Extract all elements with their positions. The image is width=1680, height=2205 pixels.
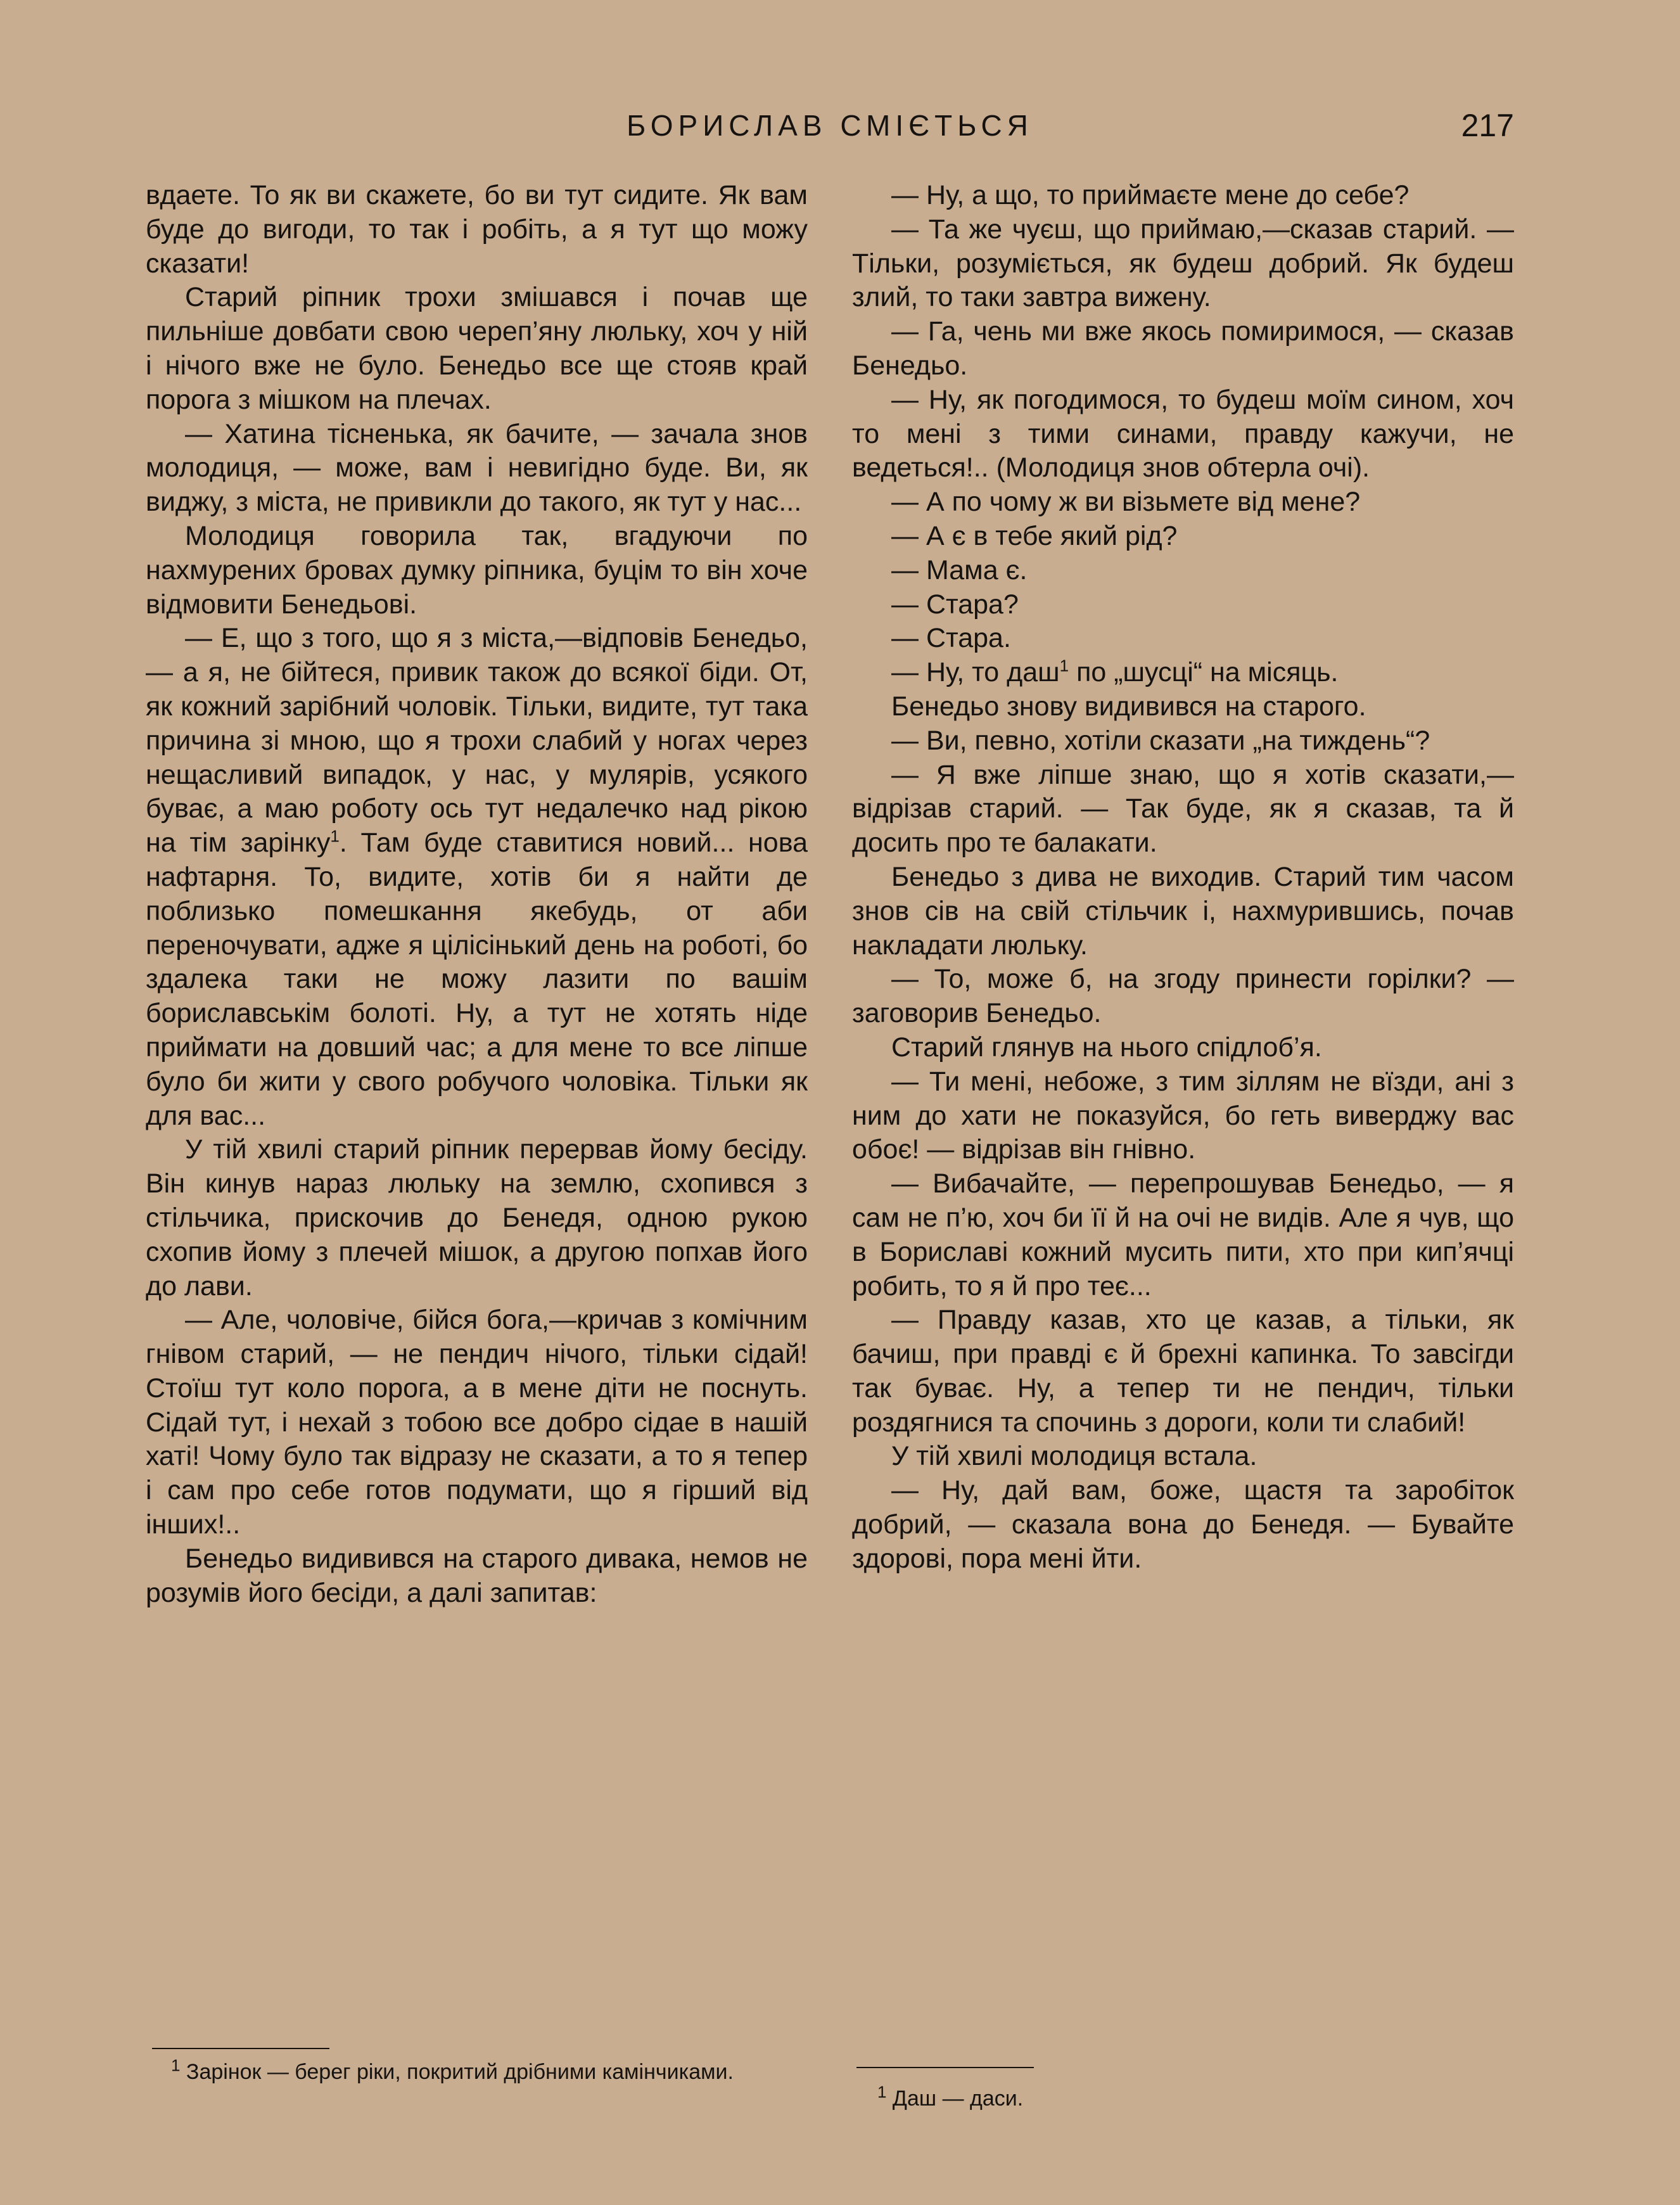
paragraph: — Ну, дай вам, боже, щастя та заробіток добрий, — сказала вона до Бенедя. — Бувайте здорові, пора мені йти. — [852, 1475, 1514, 1574]
paragraph: — Але, чоловіче, бійся бога,—кричав з комічним гнівом старий, — не пендич нічого, тільки сідай! Стоїш тут коло порога, а в мене діти не поснуть. Сідай тут, і нехай з тобою все добро сідае в нашій хаті! Чому було так відразу не сказати, а то я тепер і сам про себе готов подумати, що я гірший від інших!.. — [146, 1305, 808, 1540]
paragraph: — Ну, як погодимося, то будеш моїм сином, хоч то мені з тими синами, правду кажучи, не ведеться!.. (Молодиця знов обтерла очі). — [852, 384, 1514, 483]
paragraph: — А є в тебе який рід? — [891, 520, 1178, 551]
footnote-marker: 1 — [877, 2082, 887, 2102]
footnote-left — [146, 2055, 808, 2086]
paragraph-text: — Е, що з того, що я з міста,—відповів Бенедьо, — а я, не бійтеся, привик також до всякої біди. От, як кожний зарібний чоловік. Тільки, видите, тут така причина зі мною, що я трохи слабий у ногах через нещасливий випадок, у нас, у мулярів, усякого буває, а маю роботу ось тут недалечко над рікою на тім зарінку — [146, 623, 808, 859]
paragraph-with-footnote — [852, 656, 1514, 690]
page-header — [146, 106, 1514, 144]
footnote-divider — [152, 2048, 329, 2049]
left-column — [146, 179, 808, 1610]
paragraph: Старий глянув на нього спідлоб’я. — [891, 1032, 1322, 1063]
paragraph: — Ти мені, небоже, з тим зіллям не вїзди, ані з ним до хати не показуйся, бо геть виверджу вас обоє! — відрізав він гнівно. — [852, 1066, 1514, 1165]
paragraph-text: по „шусці“ на місяць. — [1069, 657, 1339, 688]
page-number: 217 — [1461, 108, 1514, 143]
footnote-marker: 1 — [171, 2055, 181, 2075]
paragraph: — Хатина тісненька, як бачите, — зачала знов молодиця, — може, вам і невигідно буде. Ви, як виджу, з міста, не привикли до такого, як тут у нас... — [146, 418, 808, 518]
paragraph: — То, може б, на згоду принести горілки? — заговорив Бенедьо. — [852, 964, 1514, 1029]
paragraph: Молодиця говорила так, вгадуючи по нахмурених бровах думку ріпника, буцім то він хоче відмовити Бенедьові. — [146, 520, 808, 620]
right-column — [852, 179, 1514, 1576]
paragraph-with-footnote — [146, 622, 808, 1133]
paragraph-text: — Ну, то даш — [891, 657, 1060, 688]
paragraph: Старий ріпник трохи змішався і почав ще пильніше довбати свою череп’яну люльку, хоч у ній і нічого вже не було. Бенедьо все ще стояв край порога з мішком на плечах. — [146, 282, 808, 415]
paragraph: — Ви, певно, хотіли сказати „на тиждень“? — [891, 725, 1430, 756]
paragraph: вдаете. То як ви скажете, бо ви тут сидите. Як вам буде до вигоди, то так і робіть, а я тут що можу сказати! — [146, 180, 808, 279]
footnote-marker: 1 — [1059, 656, 1069, 675]
paragraph: Бенедьо видивився на старого дивака, немов не розумів його бесіди, а далі запитав: — [146, 1543, 808, 1608]
paragraph: — Правду казав, хто це казав, а тільки, як бачиш, при правді є й брехні капинка. То завсігди так буває. Ну, а тепер ти не пендич, тільки роздягнися та спочинь з дороги, коли ти слабий! — [852, 1305, 1514, 1438]
paragraph: У тій хвилі старий ріпник перервав йому бесіду. Він кинув нараз люльку на землю, схопився з стільчика, прискочив до Бенедя, одною рукою схопив йому з плечей мішок, а другою попхав його до лави. — [146, 1134, 808, 1301]
paragraph: — Мама є. — [891, 554, 1028, 585]
paragraph: У тій хвилі молодиця встала. — [891, 1441, 1257, 1472]
running-title: БОРИСЛАВ СМІЄТЬСЯ — [627, 109, 1033, 142]
paragraph: — Та же чуєш, що приймаю,—сказав старий. — Тільки, розуміється, як будеш добрий. Як будеш злий, то таки завтра вижену. — [852, 214, 1514, 313]
paragraph: Бенедьо знову видивився на старого. — [891, 691, 1366, 722]
paragraph: — Га, чень ми вже якось помиримося, — сказав Бенедьо. — [852, 316, 1514, 381]
footnote-marker: 1 — [330, 826, 340, 846]
paragraph-text: . Там буде ставитися новий... нова нафтарня. То, — [146, 828, 808, 892]
paragraph: Бенедьо з дива не виходив. Старий тим часом знов сів на свій стільчик і, нахмурившись, почав накладати люльку. — [852, 861, 1514, 961]
footnote-divider — [856, 2067, 1034, 2068]
paragraph: — Ну, а що, то приймаєте мене до себе? — [891, 180, 1410, 210]
paragraph: — Стара? — [891, 589, 1019, 620]
paragraph-text: видите, хотів би я найти де поблизько помешкання якебудь, от аби переночувати, адже я цілісінький день на роботі, бо здалека таки не можу лазити по вашім бориславськім болоті. Ну, а тут не хотять ніде приймати на довший час; а для мене то все ліпше було би жити у свого робучого чоловіка. Тільки як для вас... — [146, 861, 808, 1131]
footnote-text: Зарінок — берег ріки, покритий дрібними камінчиками. — [186, 2060, 734, 2084]
paragraph: — Стара. — [891, 623, 1011, 654]
paragraph: — Я вже ліпше знаю, що я хотів сказати,—відрізав старий. — Так буде, як я сказав, та й досить про те балакати. — [852, 759, 1514, 859]
footnote-text: Даш — даси. — [892, 2087, 1024, 2111]
footnote-right — [852, 2082, 1514, 2112]
paragraph: — А по чому ж ви візьмете від мене? — [891, 487, 1361, 518]
paragraph: — Вибачайте, — перепрошував Бенедьо, — я сам не п’ю, хоч би її й на очі не видів. Але я чув, що в Бориславі кожний мусить пити, хто при кип’ячці робить, то я й про теє... — [852, 1168, 1514, 1301]
